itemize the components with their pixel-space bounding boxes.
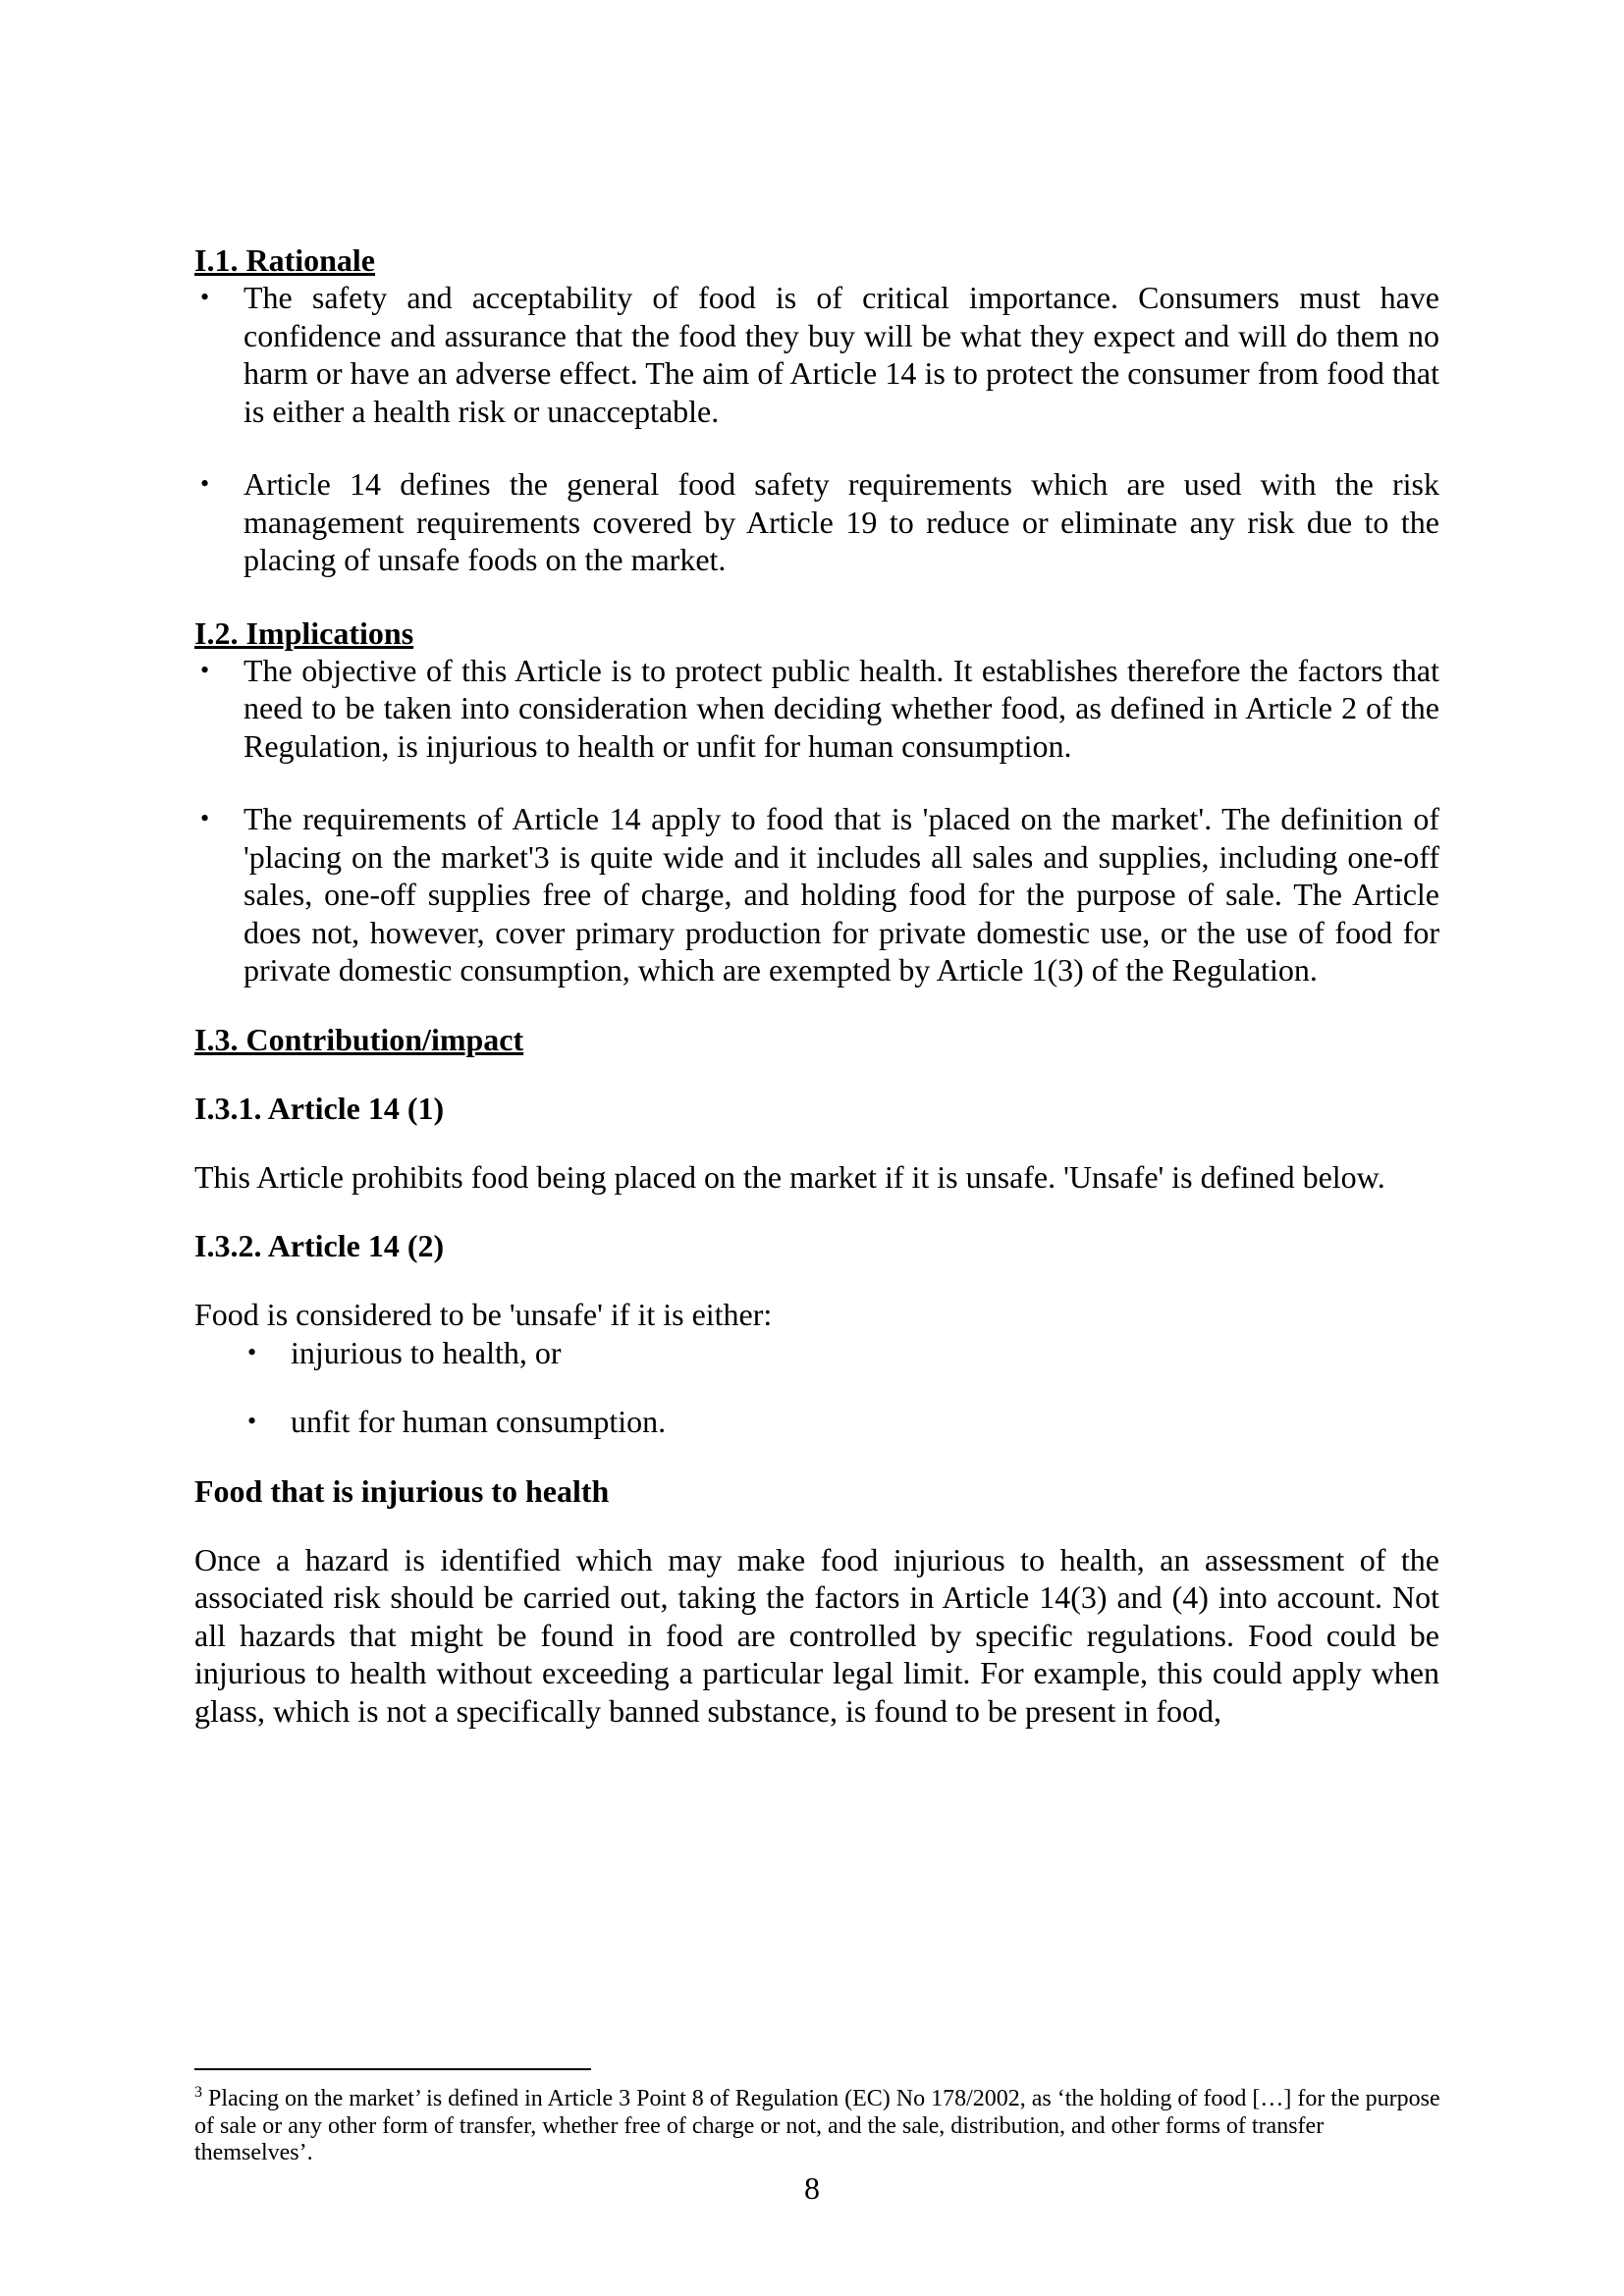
list-item: • injurious to health, or bbox=[247, 1334, 562, 1370]
article-14-2-intro: Food is considered to be 'unsafe' if it is either: bbox=[194, 1297, 773, 1332]
bullet-icon: • bbox=[200, 469, 210, 498]
footnote bbox=[194, 2079, 1441, 2167]
list-item: • The requirements of Article 14 apply to food that is 'placed on the market'. The definition of 'placing on the market'3 is quite wide and it includes all sales and supplies, including one-off sales, one-off supplies free of charge, and holding food for the purpose of sale. The Article does not, however, cover primary production for private domestic use, or the use of food for private domestic consumption, which are exempted by Article 1(3) of the Regulation. bbox=[200, 801, 1439, 988]
list-item: • unfit for human consumption. bbox=[247, 1404, 667, 1439]
rationale-list bbox=[194, 279, 1439, 579]
footnote-divider bbox=[194, 2068, 591, 2070]
list-item: • The safety and acceptability of food is of critical importance. Consumers must have confidence and assurance that the food they buy will be what they expect and will do them no harm or have an adverse effect. The aim of Article 14 is to protect the consumer from food that is either a health risk or unacceptable. bbox=[200, 280, 1439, 429]
subsection-heading-injurious: Food that is injurious to health bbox=[194, 1472, 610, 1509]
page-body bbox=[194, 241, 1439, 1730]
section-heading-contribution: I.3. Contribution/impact bbox=[194, 1021, 524, 1057]
bullet-icon: • bbox=[247, 1337, 257, 1366]
footnote-text: Placing on the market’ is defined in Article 3 Point 8 of Regulation (EC) No 178/2002, as ‘the holding of food […] for the purpose of sale or any other form of transfer, whether free of charge or not, and the sale, distribution, and other forms of transfer themselves’. bbox=[194, 2086, 1440, 2165]
bullet-icon: • bbox=[247, 1407, 257, 1435]
implications-list bbox=[194, 652, 1439, 989]
list-item: • The objective of this Article is to protect public health. It establishes therefore the factors that need to be taken into consideration when deciding whether food, as defined in Article 2 of the Regulation, is injurious to health or unfit for human consumption. bbox=[200, 652, 1439, 764]
subsection-heading-article-14-1: I.3.1. Article 14 (1) bbox=[194, 1090, 445, 1126]
unsafe-criteria-list bbox=[194, 1334, 1439, 1441]
list-item: • Article 14 defines the general food safety requirements which are used with the risk management requirements covered by Article 19 to reduce or eliminate any risk due to the placing of unsafe foods on the market. bbox=[200, 466, 1439, 577]
section-heading-rationale: I.1. Rationale bbox=[194, 242, 375, 278]
page-number: 8 bbox=[804, 2170, 820, 2206]
bullet-icon: • bbox=[200, 283, 210, 311]
subsection-heading-article-14-2: I.3.2. Article 14 (2) bbox=[194, 1228, 445, 1263]
injurious-text: Once a hazard is identified which may make food injurious to health, an assessment of the associated risk should be carried out, taking the factors in Article 14(3) and (4) into account. Not all hazards that might be found in food are controlled by specific regulations. Food could be injurious to health without exceeding a particular legal limit. For example, this could apply when glass, which is not a specifically banned substance, is found to be present in food, bbox=[194, 1541, 1439, 1729]
article-14-1-text: This Article prohibits food being placed on the market if it is unsafe. 'Unsafe' is defined below. bbox=[194, 1158, 1385, 1195]
section-heading-implications: I.2. Implications bbox=[194, 614, 414, 651]
footnote-marker: 3 bbox=[194, 2084, 202, 2101]
bullet-icon: • bbox=[200, 804, 210, 832]
bullet-icon: • bbox=[200, 655, 210, 684]
